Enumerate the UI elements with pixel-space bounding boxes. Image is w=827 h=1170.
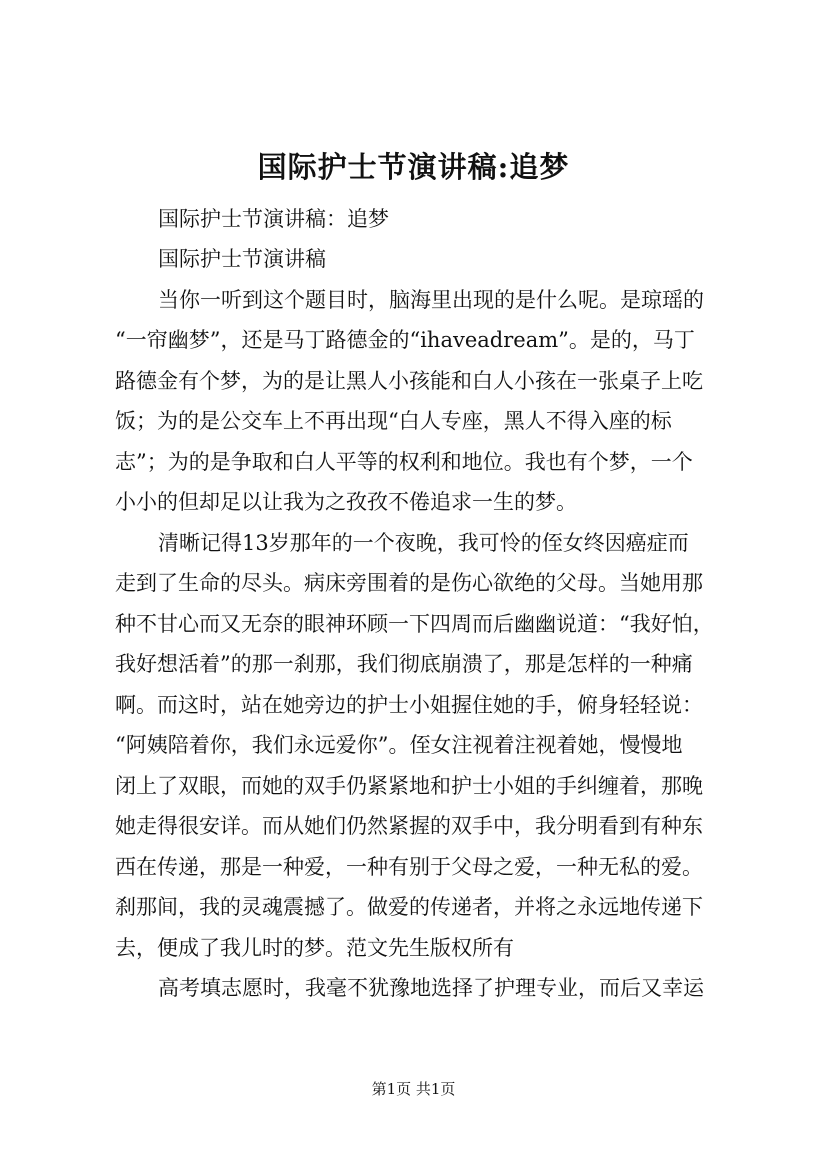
text-line: 刹那间，我的灵魂震撼了。做爱的传递者，并将之永远地传递下 (115, 895, 703, 919)
document-title: 国际护士节演讲稿:追梦 (257, 150, 570, 184)
text-line: 高考填志愿时，我毫不犹豫地选择了护理专业，而后又幸运 (158, 976, 704, 1000)
text-line: 闭上了双眼，而她的双手仍紧紧地和护士小姐的手纠缠着，那晚 (115, 774, 703, 798)
text-line: 小小的但却足以让我为之孜孜不倦追求一生的梦。 (115, 490, 577, 514)
text-line: 国际护士节演讲稿 (158, 247, 326, 271)
text-line: “阿姨陪着你，我们永远爱你”。侄女注视着注视着她，慢慢地 (115, 733, 683, 757)
page-footer: 第1页 共1页 (371, 1080, 456, 1098)
text-line: 志”；为的是争取和白人平等的权利和地位。我也有个梦，一个 (115, 450, 693, 474)
text-line: 路德金有个梦，为的是让黑人小孩能和白人小孩在一张桌子上吃 (115, 369, 703, 393)
text-line: 国际护士节演讲稿：追梦 (158, 207, 389, 231)
text-line: 饭；为的是公交车上不再出现“白人专座，黑人不得入座的标 (115, 409, 672, 433)
text-line: 种不甘心而又无奈的眼神环顾一下四周而后幽幽说道：“我好怕， (115, 612, 714, 636)
text-line: 她走得很安详。而从她们仍然紧握的双手中，我分明看到有种东 (115, 814, 703, 838)
text-line: 走到了生命的尽头。病床旁围着的是伤心欲绝的父母。当她用那 (115, 571, 703, 595)
text-line: 清晰记得13岁那年的一个夜晚，我可怜的侄女终因癌症而 (158, 531, 689, 555)
text-line: 我好想活着”的那一刹那，我们彻底崩溃了，那是怎样的一种痛 (115, 652, 693, 676)
text-line: “一帘幽梦”，还是马丁路德金的“ihaveadream”。是的，马丁 (115, 328, 695, 352)
text-line: 当你一听到这个题目时，脑海里出现的是什么呢。是琼瑶的 (158, 288, 704, 312)
text-line: 西在传递，那是一种爱，一种有别于父母之爱，一种无私的爱。 (115, 855, 703, 879)
text-line: 去，便成了我儿时的梦。范文先生版权所有 (115, 936, 514, 960)
text-line: 啊。而这时，站在她旁边的护士小姐握住她的手，俯身轻轻说： (115, 693, 703, 717)
